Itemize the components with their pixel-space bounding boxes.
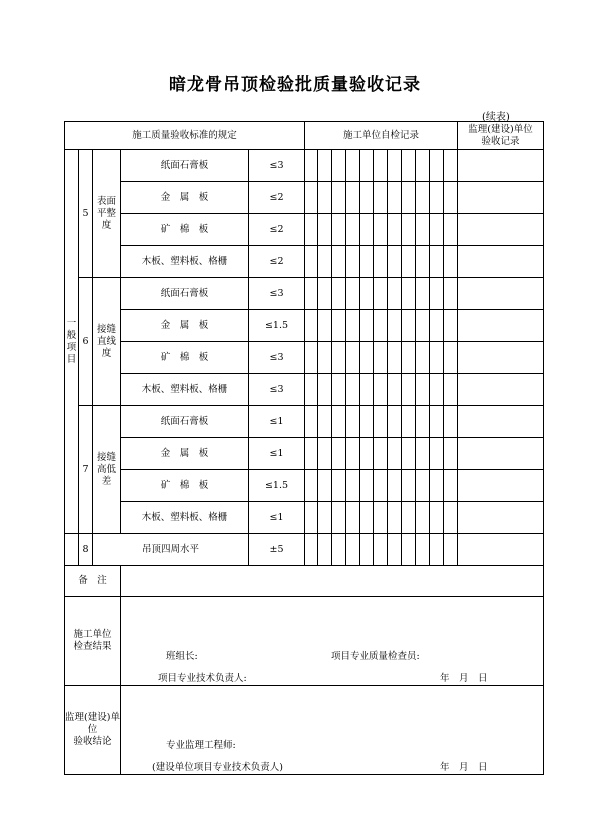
check-cell[interactable]: [444, 470, 458, 502]
check-cell[interactable]: [305, 470, 318, 502]
check-cell[interactable]: [318, 182, 332, 214]
check-cell[interactable]: [402, 182, 416, 214]
check-cell[interactable]: [346, 214, 360, 246]
check-cell[interactable]: [444, 342, 458, 374]
material-cell: 矿 棉 板: [121, 470, 249, 502]
check-cell[interactable]: [360, 406, 374, 438]
supervision-cell[interactable]: [458, 278, 544, 310]
tolerance-cell: ≤3: [249, 278, 305, 310]
check-cell[interactable]: [416, 374, 430, 406]
check-cell[interactable]: [402, 534, 416, 566]
item-name: [93, 278, 121, 406]
check-cell[interactable]: [346, 342, 360, 374]
check-cell[interactable]: [318, 470, 332, 502]
item-name-line: 表面: [96, 195, 116, 207]
item-name-line: 接缝: [96, 323, 116, 335]
supervision-cell[interactable]: [458, 406, 544, 438]
supervising-engineer-label: 专业监理工程师:: [166, 740, 236, 751]
form-title: 暗龙骨吊顶检验批质量验收记录: [169, 75, 421, 95]
item-name-line: 差: [101, 475, 112, 487]
remarks-field[interactable]: [121, 566, 544, 597]
check-cell[interactable]: [388, 502, 402, 534]
check-cell[interactable]: [360, 342, 374, 374]
check-cell[interactable]: [332, 278, 346, 310]
check-cell[interactable]: [318, 214, 332, 246]
item-name: [93, 406, 121, 534]
item-number: 8: [79, 534, 93, 566]
check-cell[interactable]: [305, 246, 318, 278]
check-cell[interactable]: [360, 150, 374, 182]
check-cell[interactable]: [444, 246, 458, 278]
check-cell[interactable]: [332, 246, 346, 278]
check-cell[interactable]: [374, 342, 388, 374]
construction-label: [65, 597, 121, 686]
check-cell[interactable]: [360, 310, 374, 342]
check-cell[interactable]: [388, 342, 402, 374]
check-cell[interactable]: [444, 278, 458, 310]
item-name-line: 度: [101, 347, 112, 359]
check-cell[interactable]: [360, 278, 374, 310]
supervision-cell[interactable]: [458, 438, 544, 470]
check-cell[interactable]: [332, 150, 346, 182]
check-cell[interactable]: [444, 438, 458, 470]
material-cell: 金 属 板: [121, 310, 249, 342]
check-cell[interactable]: [305, 342, 318, 374]
check-cell[interactable]: [305, 406, 318, 438]
check-cell[interactable]: [416, 406, 430, 438]
check-cell[interactable]: [402, 342, 416, 374]
check-cell[interactable]: [360, 182, 374, 214]
continued-label: (续表): [482, 112, 510, 123]
check-cell[interactable]: [374, 150, 388, 182]
item-name-line: 接缝: [96, 451, 116, 463]
check-cell[interactable]: [318, 150, 332, 182]
check-cell[interactable]: [346, 246, 360, 278]
construction-label-line1: 施工单位: [73, 629, 112, 640]
remarks-label: 备 注: [65, 566, 121, 597]
check-cell[interactable]: [444, 502, 458, 534]
supervision-label-line1: 监理(建设)单位: [65, 712, 120, 735]
check-cell[interactable]: [430, 534, 444, 566]
check-cell[interactable]: [402, 150, 416, 182]
check-cell[interactable]: [318, 374, 332, 406]
tolerance-cell: ≤1: [249, 502, 305, 534]
check-cell[interactable]: [374, 310, 388, 342]
check-cell[interactable]: [388, 150, 402, 182]
supervision-label: [65, 686, 121, 775]
check-cell[interactable]: [388, 182, 402, 214]
check-cell[interactable]: [416, 246, 430, 278]
check-cell[interactable]: [374, 470, 388, 502]
check-cell[interactable]: [332, 470, 346, 502]
check-cell[interactable]: [416, 310, 430, 342]
check-cell[interactable]: [318, 310, 332, 342]
check-cell[interactable]: [332, 182, 346, 214]
check-cell[interactable]: [416, 470, 430, 502]
supervision-cell[interactable]: [458, 502, 544, 534]
check-cell[interactable]: [388, 310, 402, 342]
tolerance-cell: ≤1: [249, 438, 305, 470]
check-cell[interactable]: [402, 374, 416, 406]
material-cell: 纸面石膏板: [121, 278, 249, 310]
check-cell[interactable]: [305, 534, 318, 566]
check-cell[interactable]: [402, 406, 416, 438]
category-char: 项: [66, 341, 77, 353]
supervision-cell[interactable]: [458, 246, 544, 278]
material-cell: 金 属 板: [121, 438, 249, 470]
material-cell: 矿 棉 板: [121, 342, 249, 374]
supervision-label-line2: 验收结论: [73, 736, 112, 747]
check-cell[interactable]: [388, 374, 402, 406]
check-cell[interactable]: [374, 406, 388, 438]
check-cell[interactable]: [332, 534, 346, 566]
quality-inspector-label: 项目专业质量检查员:: [331, 651, 420, 662]
check-cell[interactable]: [360, 214, 374, 246]
check-cell[interactable]: [430, 342, 444, 374]
check-cell[interactable]: [416, 150, 430, 182]
check-cell[interactable]: [416, 438, 430, 470]
check-cell[interactable]: [388, 470, 402, 502]
material-cell: 纸面石膏板: [121, 150, 249, 182]
supervision-header-line1: 监理(建设)单位: [468, 123, 533, 135]
check-cell[interactable]: [430, 374, 444, 406]
check-cell[interactable]: [402, 470, 416, 502]
check-cell[interactable]: [332, 310, 346, 342]
supervision-cell[interactable]: [458, 310, 544, 342]
check-cell[interactable]: [416, 182, 430, 214]
construction-label-line2: 检查结果: [73, 641, 112, 652]
tolerance-cell: ≤3: [249, 150, 305, 182]
check-cell[interactable]: [402, 438, 416, 470]
item-number: 5: [79, 150, 93, 278]
check-cell[interactable]: [374, 374, 388, 406]
check-cell[interactable]: [305, 502, 318, 534]
supervision-cell[interactable]: [458, 182, 544, 214]
supervision-cell[interactable]: [458, 534, 544, 566]
check-cell[interactable]: [305, 214, 318, 246]
check-cell[interactable]: [346, 406, 360, 438]
check-cell[interactable]: [374, 182, 388, 214]
check-cell[interactable]: [318, 246, 332, 278]
category-char: 目: [66, 353, 77, 365]
check-cell[interactable]: [332, 214, 346, 246]
check-cell[interactable]: [346, 534, 360, 566]
check-cell[interactable]: [430, 470, 444, 502]
check-cell[interactable]: [346, 150, 360, 182]
check-cell[interactable]: [374, 438, 388, 470]
check-cell[interactable]: [430, 502, 444, 534]
item-number: 7: [79, 406, 93, 534]
self-check-header: 施工单位自检记录: [305, 122, 458, 150]
check-cell[interactable]: [346, 278, 360, 310]
tolerance-cell: ≤2: [249, 246, 305, 278]
check-cell[interactable]: [402, 246, 416, 278]
check-cell[interactable]: [332, 406, 346, 438]
construction-date-label: 年 月 日: [440, 673, 488, 684]
check-cell[interactable]: [332, 502, 346, 534]
check-cell[interactable]: [430, 438, 444, 470]
check-cell[interactable]: [360, 534, 374, 566]
check-cell[interactable]: [374, 278, 388, 310]
check-cell[interactable]: [318, 342, 332, 374]
check-cell[interactable]: [346, 374, 360, 406]
material-cell: 木板、塑料板、格栅: [121, 246, 249, 278]
tolerance-cell: ≤3: [249, 374, 305, 406]
supervision-header-line2: 验收记录: [481, 135, 520, 147]
supervision-header: [458, 122, 544, 150]
check-cell[interactable]: [305, 278, 318, 310]
check-cell[interactable]: [346, 438, 360, 470]
item-name-line: 平整: [96, 207, 116, 219]
material-cell: 吊顶四周水平: [93, 534, 249, 566]
check-cell[interactable]: [305, 182, 318, 214]
check-cell[interactable]: [416, 342, 430, 374]
check-cell[interactable]: [346, 470, 360, 502]
check-cell[interactable]: [430, 406, 444, 438]
general-items-category: [65, 150, 79, 534]
check-cell[interactable]: [416, 534, 430, 566]
material-cell: 金 属 板: [121, 182, 249, 214]
check-cell[interactable]: [444, 406, 458, 438]
check-cell[interactable]: [402, 278, 416, 310]
check-cell[interactable]: [332, 438, 346, 470]
supervision-cell[interactable]: [458, 214, 544, 246]
material-cell: 矿 棉 板: [121, 214, 249, 246]
check-cell[interactable]: [305, 438, 318, 470]
check-cell[interactable]: [416, 278, 430, 310]
check-cell[interactable]: [374, 502, 388, 534]
material-cell: 纸面石膏板: [121, 406, 249, 438]
check-cell[interactable]: [430, 246, 444, 278]
check-cell[interactable]: [374, 214, 388, 246]
item-name-line: 直线: [96, 335, 116, 347]
check-cell[interactable]: [318, 502, 332, 534]
item-number: 6: [79, 278, 93, 406]
check-cell[interactable]: [416, 502, 430, 534]
check-cell[interactable]: [305, 374, 318, 406]
category-char: 般: [66, 329, 77, 341]
category-cell-bottom: [65, 534, 79, 566]
check-cell[interactable]: [346, 310, 360, 342]
supervision-date-label: 年 月 日: [440, 762, 488, 773]
check-cell[interactable]: [318, 406, 332, 438]
check-cell[interactable]: [318, 534, 332, 566]
check-cell[interactable]: [332, 374, 346, 406]
tolerance-cell: ≤1.5: [249, 310, 305, 342]
check-cell[interactable]: [430, 150, 444, 182]
team-leader-label: 班组长:: [166, 651, 198, 662]
supervision-cell[interactable]: [458, 150, 544, 182]
tolerance-cell: ≤2: [249, 214, 305, 246]
check-cell[interactable]: [444, 534, 458, 566]
check-cell[interactable]: [305, 150, 318, 182]
material-cell: 木板、塑料板、格栅: [121, 502, 249, 534]
check-cell[interactable]: [305, 310, 318, 342]
tolerance-cell: ≤1: [249, 406, 305, 438]
check-cell[interactable]: [388, 214, 402, 246]
check-cell[interactable]: [444, 182, 458, 214]
check-cell[interactable]: [360, 438, 374, 470]
check-cell[interactable]: [402, 214, 416, 246]
check-cell[interactable]: [430, 214, 444, 246]
item-name-line: 高低: [96, 463, 116, 475]
supervision-cell[interactable]: [458, 342, 544, 374]
tech-lead-label: 项目专业技术负责人:: [158, 673, 247, 684]
material-cell: 木板、塑料板、格栅: [121, 374, 249, 406]
category-char: 一: [66, 317, 77, 329]
owner-representative-label: (建设单位项目专业技术负责人): [152, 762, 283, 773]
check-cell[interactable]: [318, 278, 332, 310]
check-cell[interactable]: [444, 214, 458, 246]
check-cell[interactable]: [444, 310, 458, 342]
check-cell[interactable]: [318, 438, 332, 470]
check-cell[interactable]: [360, 246, 374, 278]
tolerance-cell: ±5: [249, 534, 305, 566]
supervision-cell[interactable]: [458, 374, 544, 406]
check-cell[interactable]: [444, 374, 458, 406]
check-cell[interactable]: [402, 502, 416, 534]
check-cell[interactable]: [346, 502, 360, 534]
supervision-cell[interactable]: [458, 470, 544, 502]
check-cell[interactable]: [444, 150, 458, 182]
standard-header: 施工质量验收标准的规定: [65, 122, 305, 150]
check-cell[interactable]: [388, 278, 402, 310]
check-cell[interactable]: [430, 182, 444, 214]
check-cell[interactable]: [332, 342, 346, 374]
check-cell[interactable]: [402, 310, 416, 342]
check-cell[interactable]: [430, 310, 444, 342]
item-name: [93, 150, 121, 278]
tolerance-cell: ≤1.5: [249, 470, 305, 502]
check-cell[interactable]: [360, 374, 374, 406]
check-cell[interactable]: [388, 438, 402, 470]
check-cell[interactable]: [360, 502, 374, 534]
check-cell[interactable]: [388, 534, 402, 566]
check-cell[interactable]: [360, 470, 374, 502]
check-cell[interactable]: [388, 246, 402, 278]
check-cell[interactable]: [416, 214, 430, 246]
tolerance-cell: ≤3: [249, 342, 305, 374]
check-cell[interactable]: [430, 278, 444, 310]
item-name-line: 度: [101, 219, 112, 231]
check-cell[interactable]: [346, 182, 360, 214]
check-cell[interactable]: [374, 246, 388, 278]
tolerance-cell: ≤2: [249, 182, 305, 214]
check-cell[interactable]: [388, 406, 402, 438]
check-cell[interactable]: [374, 534, 388, 566]
